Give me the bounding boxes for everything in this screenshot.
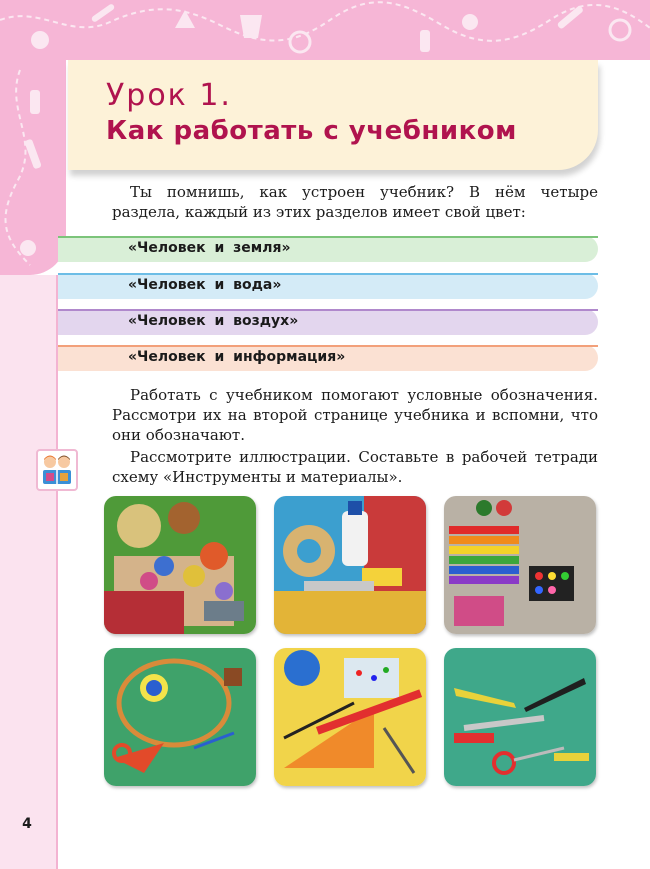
- embroidery-hoop-and-scissors-photo: [104, 648, 256, 786]
- drawing-tools-photo: [274, 648, 426, 786]
- pliers-and-knives-photo: [444, 648, 596, 786]
- section-band-air: [58, 309, 598, 335]
- section-band-line: [58, 309, 598, 311]
- lesson-title: Как работать с учебником: [106, 116, 517, 146]
- intro-paragraph: Ты помнишь, как устроен учебник? В нём четыре раздела, каждый из этих разделов имеет свой цвет:: [112, 183, 598, 221]
- section-band-line: [58, 345, 598, 347]
- symbols-paragraph: Работать с учебником помогают условные обозначения. Рассмотри их на второй странице учебника и вспомни, что они обозначают.: [112, 386, 598, 444]
- section-band-line: [58, 236, 598, 238]
- page-number: 4: [22, 816, 32, 832]
- section-label-information: «Человек и информация»: [128, 349, 346, 365]
- left-margin-rail: [0, 275, 58, 869]
- section-band-line: [58, 273, 598, 275]
- glue-and-paper-photo: [274, 496, 426, 634]
- section-label-air: «Человек и воздух»: [128, 313, 299, 329]
- section-band-water: [58, 273, 598, 299]
- section-label-earth: «Человек и земля»: [128, 240, 291, 256]
- yarn-and-fabric-photo: [104, 496, 256, 634]
- lesson-title-block: [68, 60, 598, 170]
- lesson-number: Урок 1.: [106, 78, 232, 113]
- section-label-water: «Человек и вода»: [128, 277, 282, 293]
- section-band-earth: [58, 236, 598, 262]
- section-band-information: [58, 345, 598, 371]
- plasticine-and-paints-photo: [444, 496, 596, 634]
- task-paragraph: Рассмотрите иллюстрации. Составьте в рабочей тетради схему «Инструменты и материалы».: [112, 448, 598, 486]
- pair-work-icon: [36, 449, 78, 491]
